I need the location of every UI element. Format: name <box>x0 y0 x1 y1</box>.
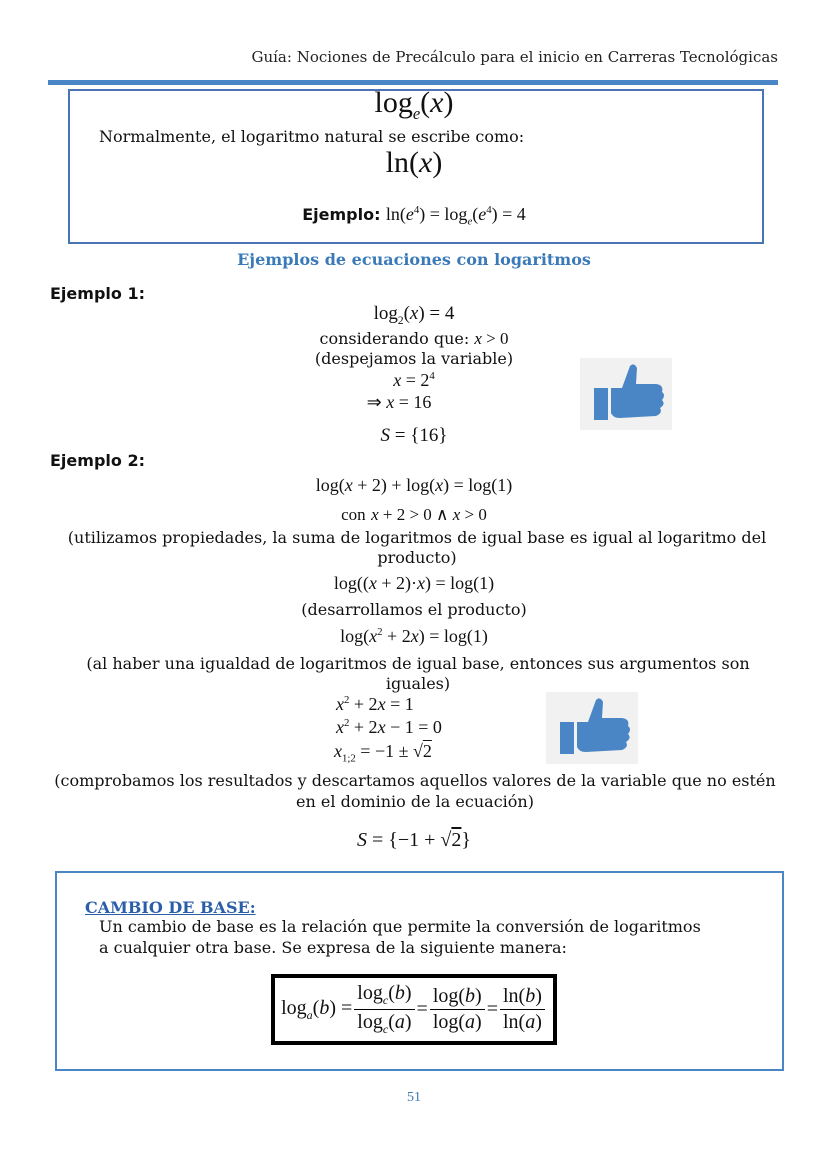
natural-log-text: Normalmente, el logaritmo natural se escribe como: <box>99 127 525 146</box>
example2-note3: (al haber una igualdad de logaritmos de igual base, entonces sus argumentos son iguales) <box>86 654 750 693</box>
example1-step2: ⇒ x = 16 <box>366 392 432 412</box>
condition-prefix: con <box>341 505 366 524</box>
example1-note: (despejamos la variable) <box>314 349 514 368</box>
example2-condition: con x + 2 > 0 ∧ x > 0 <box>341 505 487 524</box>
example2-step2: $x^2 + 2x - 1 = 0$ <box>336 717 442 737</box>
change-of-base-line2: a cualquier otra base. Se expresa de la siguiente manera: <box>99 938 567 957</box>
thumbs-up-icon <box>546 692 638 764</box>
example-label: Ejemplo: <box>302 205 381 224</box>
example1-solution: S = {16} <box>380 425 448 446</box>
page-number: 51 <box>407 1090 421 1105</box>
example2-equation: log(x + 2) + log(x) = log(1) <box>315 475 513 495</box>
example2-note1: (utilizamos propiedades, la suma de logaritmos de igual base es igual al logaritmo del producto) <box>67 528 767 567</box>
example2-label: Ejemplo 2: <box>50 451 145 470</box>
example2-note4: (comprobamos los resultados y descartamos aquellos valores de la variable que no estén en el dominio de la ecuación) <box>54 771 776 811</box>
section-title: Ejemplos de ecuaciones con logaritmos <box>237 250 591 269</box>
example2-step1: $x^2 + 2x = 1$ <box>336 694 414 714</box>
header-divider <box>48 80 778 85</box>
formula-ln: ln(x) <box>385 146 443 179</box>
formula-log-e: $\log_e(x)$ <box>374 86 454 123</box>
example1-step1: $x = 2^4$ <box>393 370 435 390</box>
condition-prefix: considerando que: <box>319 329 470 348</box>
change-of-base-line1: Un cambio de base es la relación que permite la conversión de logaritmos <box>99 917 701 936</box>
example2-solution: S = {−1 + √2} <box>356 829 472 851</box>
change-of-base-title: CAMBIO DE BASE: <box>85 898 256 917</box>
example2-eq2: log((x + 2)·x) = log(1) <box>333 573 495 593</box>
natural-log-example: Ejemplo: $\ln(e^4) = \log_e(e^4) = 4$ <box>302 204 526 228</box>
example2-step3: $x_{1;2} = -1 \pm √2$ <box>334 741 432 765</box>
example1-condition: considerando que: x > 0 <box>319 329 509 348</box>
example2-note2: (desarrollamos el producto) <box>301 600 527 619</box>
example1-equation: $\log_2(x) = 4$ <box>373 303 455 327</box>
example2-eq3: $\log(x^2 + 2x) = \log(1)$ <box>340 626 488 646</box>
thumbs-up-icon <box>580 358 672 430</box>
change-of-base-formula: $\log_a(b)$ = $\frac{\log_c(b)}{\log_c(a)}$ = $\frac{\log(b)}{\log(a)}$ = $\frac{\ln(b)}{\ln(a)}$ <box>271 974 557 1045</box>
page-header: Guía: Nociones de Precálculo para el inicio en Carreras Tecnológicas <box>251 48 778 66</box>
change-of-base-formula-wrap <box>0 974 828 1045</box>
example1-label: Ejemplo 1: <box>50 284 145 303</box>
